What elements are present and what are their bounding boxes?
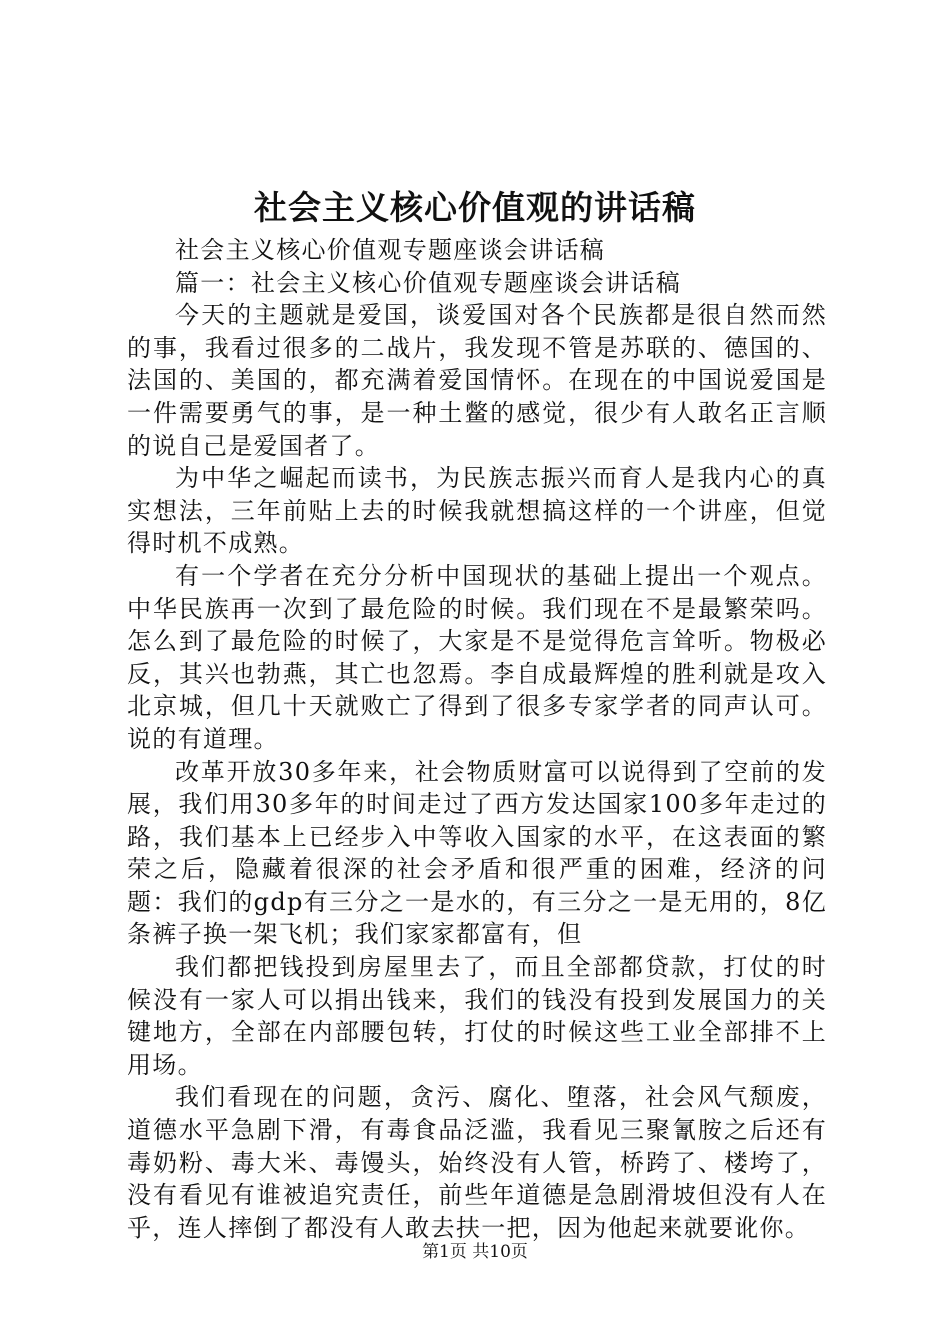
body-paragraph-3: 有一个学者在充分分析中国现状的基础上提出一个观点。中华民族再一次到了最危险的时候。我们现在不是最繁荣吗。怎么到了最危险的时候了，大家是不是觉得危言耸听。物极必反，其兴也勃燕，其亡也忽焉。李自成最辉煌的胜利就是攻入北京城，但几十天就败亡了得到了很多专家学者的同声认可。说的有道理。 — [127, 561, 827, 753]
document-title: 社会主义核心价值观的讲话稿 — [254, 188, 696, 227]
body-paragraph-4: 改革开放30多年来，社会物质财富可以说得到了空前的发展，我们用30多年的时间走过了西方发达国家100多年走过的路，我们基本上已经步入中等收入国家的水平，在这表面的繁荣之后，隐藏着很深的社会矛盾和很严重的困难，经济的问题：我们的gdp有三分之一是水的，有三分之一是无用的，8亿条裤子换一架飞机；我们家家都富有，但 — [127, 757, 827, 949]
body-paragraph-5: 我们都把钱投到房屋里去了，而且全部都贷款，打仗的时候没有一家人可以捐出钱来，我们的钱没有投到发展国力的关键地方，全部在内部腰包转，打仗的时候这些工业全部排不上用场。 — [127, 953, 827, 1079]
body-paragraph-2: 为中华之崛起而读书，为民族志振兴而育人是我内心的真实想法，三年前贴上去的时候我就想搞这样的一个讲座，但觉得时机不成熟。 — [127, 464, 827, 558]
body-paragraph-6: 我们看现在的问题，贪污、腐化、堕落，社会风气颓废，道德水平急剧下滑，有毒食品泛滥，我看见三聚氰胺之后还有毒奶粉、毒大米、毒馒头，始终没有人管，桥跨了、楼垮了，没有看见有谁被追究责任，前些年道德是急剧滑坡但没有人在乎，连人摔倒了都没有人敢去扶一把，因为他起来就要讹你。 — [127, 1083, 827, 1242]
document-body — [127, 234, 827, 1244]
body-paragraph-1: 今天的主题就是爱国，谈爱国对各个民族都是很自然而然的事，我看过很多的二战片，我发现不管是苏联的、德国的、法国的、美国的，都充满着爱国情怀。在现在的中国说爱国是一件需要勇气的事，是一种土鳖的感觉，很少有人敢名正言顺的说自己是爱国者了。 — [127, 301, 827, 460]
page-number-footer: 第1页 共10页 — [422, 1242, 528, 1262]
section-heading: 篇一：社会主义核心价值观专题座谈会讲话稿 — [175, 268, 681, 297]
subtitle-line: 社会主义核心价值观专题座谈会讲话稿 — [175, 236, 606, 264]
